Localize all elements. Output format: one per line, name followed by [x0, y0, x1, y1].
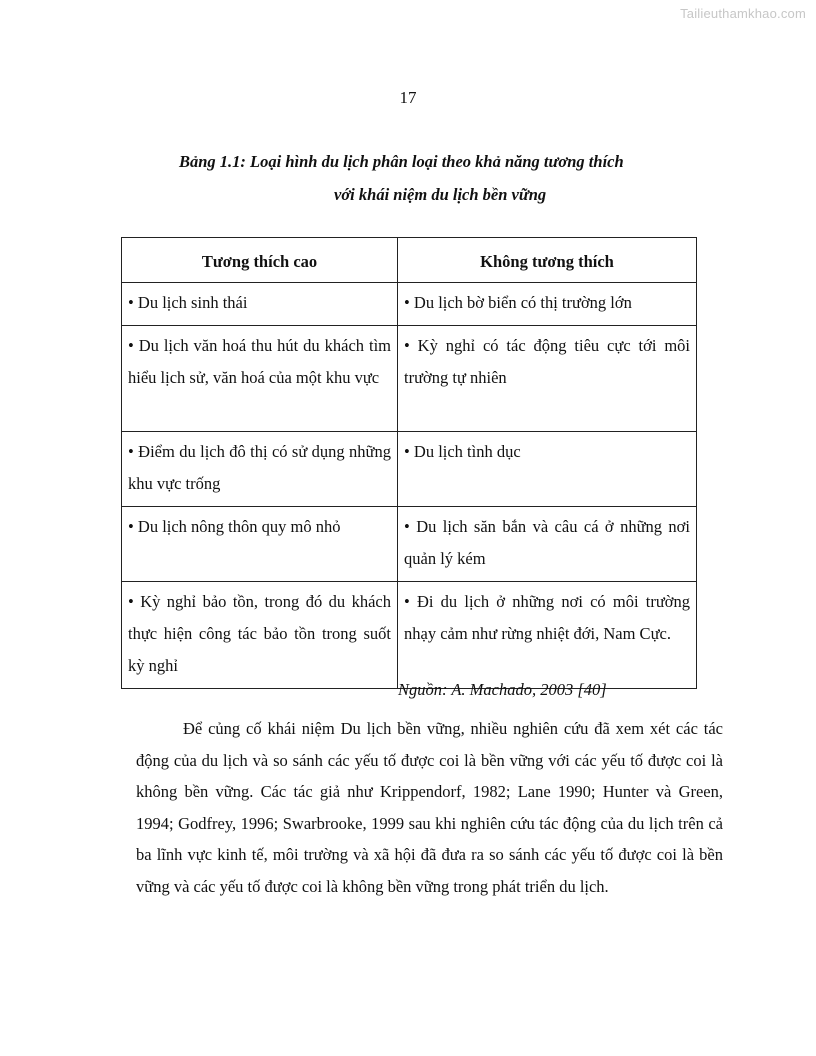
table-header-row [122, 238, 697, 283]
table-row [122, 582, 697, 689]
table-cell-compatible: • Kỳ nghỉ bảo tồn, trong đó du khách thực hiện công tác bảo tồn trong suốt kỳ nghỉ [122, 582, 398, 689]
table-cell-compatible: • Du lịch sinh thái [122, 283, 398, 326]
header-incompatible: Không tương thích [398, 238, 697, 283]
comparison-table [121, 237, 697, 689]
table-cell-incompatible: • Kỳ nghỉ có tác động tiêu cực tới môi trường tự nhiên [398, 326, 697, 432]
table-cell-incompatible: • Du lịch tình dục [398, 432, 697, 507]
table-row [122, 283, 697, 326]
watermark: Tailieuthamkhao.com [680, 6, 806, 21]
table-cell-incompatible: • Du lịch bờ biển có thị trường lớn [398, 283, 697, 326]
table-cell-incompatible: • Du lịch săn bắn và câu cá ở những nơi quản lý kém [398, 507, 697, 582]
table-cell-compatible: • Du lịch nông thôn quy mô nhỏ [122, 507, 398, 582]
page-number: 17 [399, 88, 417, 107]
table-row [122, 507, 697, 582]
table-cell-compatible: • Điểm du lịch đô thị có sử dụng những khu vực trống [122, 432, 398, 507]
body-paragraph: Để củng cố khái niệm Du lịch bền vững, nhiều nghiên cứu đã xem xét các tác động của du lịch và so sánh các yếu tố được coi là bền vững với các yếu tố được coi là không bền vững. Các tác giả như Krippendorf, 1982; Lane 1990; Hunter và Green, 1994; Godfrey, 1996; Swarbrooke, 1999 sau khi nghiên cứu tác động của du lịch trên cả ba lĩnh vực kinh tế, môi trường và xã hội đã đưa ra so sánh các yếu tố được coi là bền vững và các yếu tố được coi là không bền vững trong phát triển du lịch. [136, 719, 723, 896]
table-cell-incompatible: • Đi du lịch ở những nơi có môi trường nhạy cảm như rừng nhiệt đới, Nam Cực. [398, 582, 697, 689]
header-compatible: Tương thích cao [122, 238, 398, 283]
table-caption-line-2: với khái niệm du lịch bền vững [334, 185, 547, 204]
table-caption-line-1: Bảng 1.1: Loại hình du lịch phân loại theo khả năng tương thích [179, 152, 624, 171]
table-source: Nguồn: A. Machado, 2003 [40] [398, 680, 607, 699]
table-row [122, 432, 697, 507]
table-row [122, 326, 697, 432]
table-cell-compatible: • Du lịch văn hoá thu hút du khách tìm hiểu lịch sử, văn hoá của một khu vực [122, 326, 398, 432]
